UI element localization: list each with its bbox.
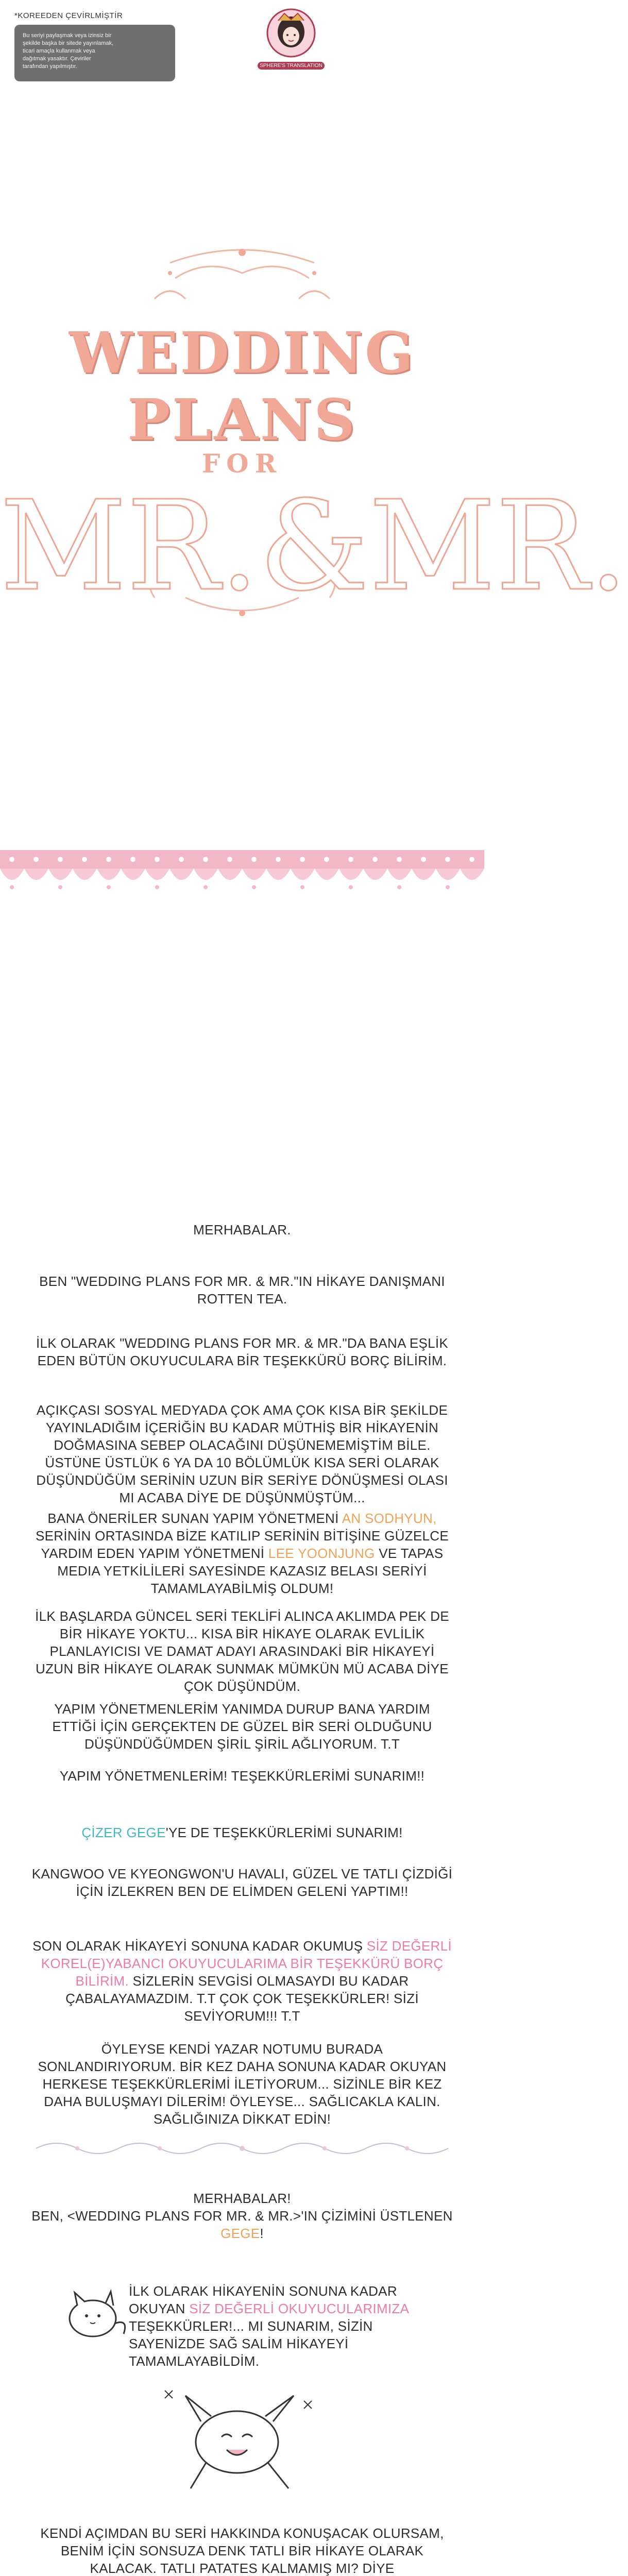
section-divider — [36, 2133, 448, 2164]
artist-sweet-story: KENDİ AÇIMDAN BU SERİ HAKKINDA KONUŞACAK OLURSAM, BENİM İÇİN SONSUZA DENK TATLI BİR HİKAYE OLARAK KALACAK. TATLI PATATES KALMAMIŞ MI? DİYE — [40, 2526, 444, 2576]
translation-group-name: SPHERE'S TRANSLATION — [258, 62, 325, 70]
translation-credit-label: *KOREEDEN ÇEVİRLMİŞTİR — [14, 11, 123, 20]
notice-line: şekilde başka bir sitede yayınlamak, — [23, 40, 114, 46]
greeting-writer: MERHABALAR. — [193, 1222, 291, 1238]
notice-line: dağıtmak yasaktır. Çeviriler — [23, 56, 91, 62]
lace-border — [0, 850, 484, 922]
title-mr-and-mr: MR.&MR. — [0, 474, 628, 618]
artist-greeting: MERHABALAR! BEN, <WEDDING PLANS FOR MR. & MR.>'IN ÇİZİMİNİ ÜSTLENEN GEGE! — [31, 2191, 453, 2241]
writer-artist-praise: KANGWOO VE KYEONGWON'U HAVALI, GÜZEL VE TATLI ÇİZDİĞİ İÇİN İZLEKREN BEN DE ELİMDEN GELENİ YAPTIM!! — [31, 1866, 453, 1899]
writer-crying: YAPIM YÖNETMENLERİM YANIMDA DURUP BANA YARDIM ETTİĞİ İÇİN GERÇEKTEN DE GÜZEL BİR SERİ OLDUĞUNU DÜŞÜNDÜĞÜMDEN ŞİRİL ŞİRİL AĞLIYORUM. T.T — [52, 1701, 432, 1752]
translation-group-logo — [258, 6, 325, 68]
artist-thanks-readers: İLK OLARAK HİKAYENİN SONUNA KADAR OKUYAN SİZ DEĞERLİ OKUYUCULARIMIZA TEŞEKKÜRLER!... MI SUNARIM, SİZİN SAYENİZDE SAĞ SALİM HİKAYEYİ TAMAMLAYABİLDİM. — [129, 2283, 409, 2369]
cat-doodle-icon — [57, 2272, 134, 2349]
notice-line: tarafından yapılmıştır. — [23, 63, 77, 70]
artist-name: ÇİZER GEGE — [81, 1825, 166, 1840]
writer-thanks-directors: BANA ÖNERİLER SUNAN YAPIM YÖNETMENİ AN SODHYUN, SERİNİN ORTASINDA BİZE KATILIP SERİNİN BİTİŞİNE GÜZELCE YARDIM EDEN YAPIM YÖNETMENİ LEE YOONJUNG VE TAPAS MEDIA YETKİLİLERİ SAYESİNDE KAZASIZ BELASI SERİYİ TAMAMLAYABİLMİŞ OLDUM! — [36, 1511, 449, 1596]
translation-notice-card — [14, 25, 175, 81]
writer-social-media-note: AÇIKÇASI SOSYAL MEDYADA ÇOK AMA ÇOK KISA BİR ŞEKİLDE YAYINLADIĞIM İÇERİĞİN BU KADAR MÜTHİŞ BİR HİKAYENİN DOĞMASINA SEBEP OLACAĞINI DÜŞÜNEMEMİŞTİM BİLE. ÜSTÜNE ÜSTLÜK 6 YA DA 10 BÖLÜMLÜK KISA SERİ OLARAK DÜŞÜNDÜĞÜM SERİNİN UZUN BİR SERİYE DÖNÜŞMESİ OLASI MI ACABA DİYE DE DÜŞÜNMÜŞTÜM... — [36, 1402, 448, 1505]
artist-name-gege: GEGE — [220, 2226, 260, 2241]
notice-line: Bu seriyi paylaşmak veya izinsiz bir — [23, 32, 112, 39]
title-wedding: WEDDING — [69, 319, 416, 386]
writer-early-idea: İLK BAŞLARDA GÜNCEL SERİ TEKLİFİ ALINCA AKLIMDA PEK DE BİR HİKAYE YOKTU... KISA BİR HİKAYE OLARAK EVLİLİK PLANLAYICISI VE DAMAT ADAYI ARASINDAKİ BİR HİKAYEYİ UZUN BİR HİKAYE OLARAK SUNMAK MÜMKÜN MÜ ACABA DİYE ÇOK DÜŞÜNDÜM. — [35, 1608, 449, 1694]
writer-thanks-artist: ÇİZER GEGE'YE DE TEŞEKKÜRLERİMİ SUNARIM! — [81, 1825, 403, 1840]
writer-intro: BEN "WEDDING PLANS FOR MR. & MR."IN HİKAYE DANIŞMANI ROTTEN TEA. — [39, 1274, 445, 1307]
series-title-block — [0, 242, 628, 768]
writer-thanks-overseas: SON OLARAK HİKAYEYİ SONUNA KADAR OKUMUŞ SİZ DEĞERLİ KOREL(E)YABANCI OKUYUCULARIMA BİR TEŞEKKÜRÜ BORÇ BİLİRİM. SİZLERİN SEVGİSİ OLMASAYDI BU KADAR ÇABALAYAMAZDIM. T.T ÇOK ÇOK TEŞEKKÜRLER! SİZİ SEVİYORUM!!! T.T — [32, 1938, 452, 2024]
writer-closing: ÖYLEYSE KENDİ YAZAR NOTUMU BURADA SONLANDIRIYORUM. BİR KEZ DAHA SONUNA KADAR OKUYAN HERKESE TEŞEKKÜRLERİMİ İLETİYORUM... SİZİNLE BİR KEZ DAHA BULUŞMAYI DİLERİM! ÖYLEYSE... SAĞLICAKLA KALIN. SAĞLIĞINIZA DİKKAT EDİN! — [38, 2041, 447, 2127]
happy-character-doodle-icon — [155, 2380, 325, 2499]
writer-thanks-directors-2: YAPIM YÖNETMENLERİM! TEŞEKKÜRLERİMİ SUNARIM!! — [59, 1768, 425, 1784]
notice-line: ticari amaçla kullanmak veya — [23, 48, 95, 54]
director-name-2: LEE YOONJUNG — [268, 1546, 375, 1561]
title-for: FOR — [201, 448, 283, 479]
director-name-1: AN SODHYUN, — [342, 1511, 437, 1526]
title-plans: PLANS — [127, 386, 357, 453]
writer-thanks-readers: İLK OLARAK "WEDDING PLANS FOR MR. & MR."DA BANA EŞLİK EDEN BÜTÜN OKUYUCULARA BİR TEŞEKKÜRÜ BORÇ BİLİRİM. — [36, 1335, 449, 1368]
